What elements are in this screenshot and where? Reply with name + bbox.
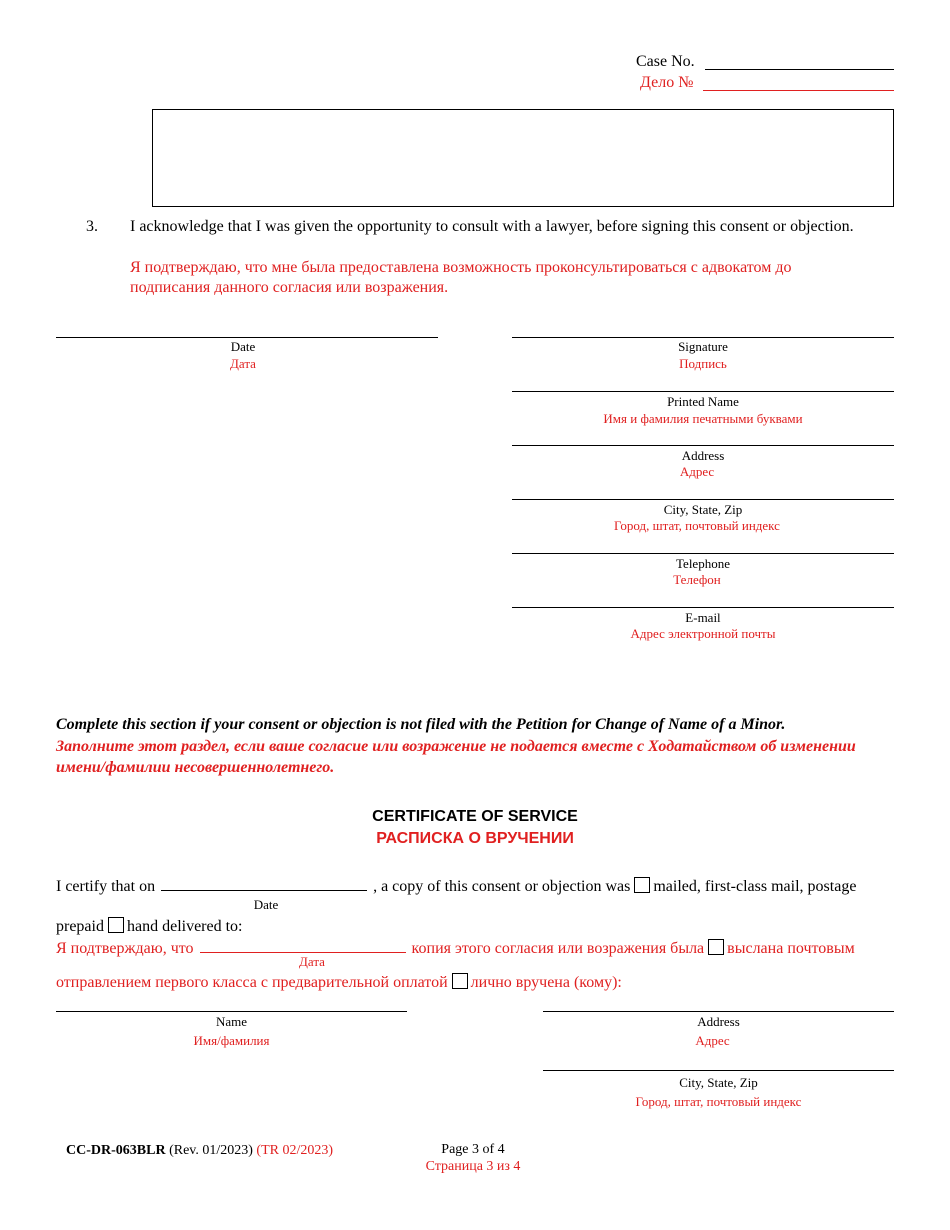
- date-label-ru: Дата: [230, 356, 256, 371]
- recipient-city-line[interactable]: [543, 1070, 894, 1071]
- date-label: Date: [230, 339, 256, 354]
- hand-delivered-checkbox-ru[interactable]: [452, 973, 468, 989]
- recipient-city-label-ru: Город, штат, почтовый индекс: [635, 1094, 802, 1109]
- email-label-ru: Адрес электронной почты: [630, 626, 776, 641]
- service-date-field-ru: [200, 938, 406, 953]
- form-code: CC-DR-063BLR: [66, 1143, 166, 1158]
- case-no-label: Case No.: [636, 53, 695, 70]
- signature-label-ru: Подпись: [679, 356, 727, 371]
- certify-line-ru: [56, 938, 906, 959]
- recipient-address-label: Address: [697, 1014, 740, 1029]
- address-line[interactable]: [512, 445, 894, 446]
- email-label: E-mail: [685, 610, 721, 625]
- signature-line[interactable]: [512, 337, 894, 338]
- recipient-name-line[interactable]: [56, 1011, 407, 1012]
- service-date-label-ru: Дата: [299, 954, 325, 969]
- case-no-field[interactable]: [705, 69, 894, 70]
- continuation-box[interactable]: [152, 109, 894, 207]
- recipient-name-label: Name: [215, 1014, 248, 1029]
- certificate-title: CERTIFICATE OF SERVICE: [372, 808, 578, 825]
- address-label-ru: Адрес: [679, 464, 715, 479]
- service-date-field[interactable]: [161, 876, 367, 891]
- cert-mid: , a copy of this consent or objection was: [373, 878, 631, 895]
- ru-mailed: выслана почтовым: [727, 940, 855, 957]
- page-number-ru: Страница 3 из 4: [425, 1159, 521, 1174]
- service-date-label: Date: [253, 897, 279, 912]
- instructions: Complete this section if your consent or objection is not filed with the Petition for Change of Name of a Minor.: [56, 716, 786, 733]
- ru-line2: отправлением первого класса с предварительной оплатой: [56, 974, 448, 991]
- email-line[interactable]: [512, 607, 894, 608]
- signature-label: Signature: [678, 339, 728, 354]
- prepaid-line-ru: [56, 973, 622, 993]
- ru-prefix: Я подтверждаю, что: [56, 940, 194, 957]
- item3-text-ru: Я подтверждаю, что мне была предоставлена возможность проконсультироваться с адвокатом до подписания данного согласия или возражения.: [130, 259, 792, 296]
- recipient-name-label-ru: Имя/фамилия: [193, 1033, 270, 1048]
- recipient-address-line[interactable]: [543, 1011, 894, 1012]
- mailed-checkbox-ru[interactable]: [708, 939, 724, 955]
- mailed-label: mailed, first-class mail, postage: [653, 878, 857, 895]
- case-no-field-ru: [703, 90, 894, 91]
- item3-text: I acknowledge that I was given the opportunity to consult with a lawyer, before signing this consent or objection.: [130, 218, 854, 235]
- city-state-zip-label-ru: Город, штат, почтовый индекс: [614, 518, 780, 533]
- mailed-checkbox[interactable]: [634, 877, 650, 893]
- instructions-ru: Заполните этот раздел, если ваше согласие или возражение не подается вместе с Ходатайством об изменении имени/фамилии несовершеннолетнего.: [56, 738, 856, 776]
- hand-delivered-checkbox[interactable]: [108, 917, 124, 933]
- cert-prefix: I certify that on: [56, 878, 156, 895]
- hand-delivered-label: hand delivered to:: [126, 918, 243, 935]
- printed-name-label: Printed Name: [667, 394, 739, 409]
- telephone-label-ru: Телефон: [673, 572, 721, 587]
- prepaid-label: prepaid: [56, 918, 104, 935]
- item-number: 3.: [86, 218, 98, 235]
- certificate-title-ru: РАСПИСКА О ВРУЧЕНИИ: [376, 830, 574, 847]
- prepaid-line: [56, 917, 243, 937]
- date-signature-line[interactable]: [56, 337, 438, 338]
- form-tr: (TR 02/2023): [256, 1143, 334, 1158]
- ru-mid: копия этого согласия или возражения была: [411, 940, 705, 957]
- address-label: Address: [681, 448, 725, 463]
- form-id: [66, 1142, 333, 1160]
- telephone-line[interactable]: [512, 553, 894, 554]
- city-state-zip-line[interactable]: [512, 499, 894, 500]
- case-no-label-ru: Дело №: [640, 74, 694, 91]
- recipient-address-label-ru: Адрес: [695, 1033, 730, 1048]
- city-state-zip-label: City, State, Zip: [663, 502, 743, 517]
- telephone-label: Telephone: [676, 556, 730, 571]
- ru-hand: лично вручена (кому):: [470, 974, 622, 991]
- recipient-city-label: City, State, Zip: [679, 1075, 758, 1090]
- printed-name-line[interactable]: [512, 391, 894, 392]
- printed-name-label-ru: Имя и фамилия печатными буквами: [603, 411, 803, 426]
- page-number: Page 3 of 4: [441, 1142, 505, 1157]
- form-rev: (Rev. 01/2023): [169, 1143, 253, 1158]
- certify-line: [56, 876, 896, 897]
